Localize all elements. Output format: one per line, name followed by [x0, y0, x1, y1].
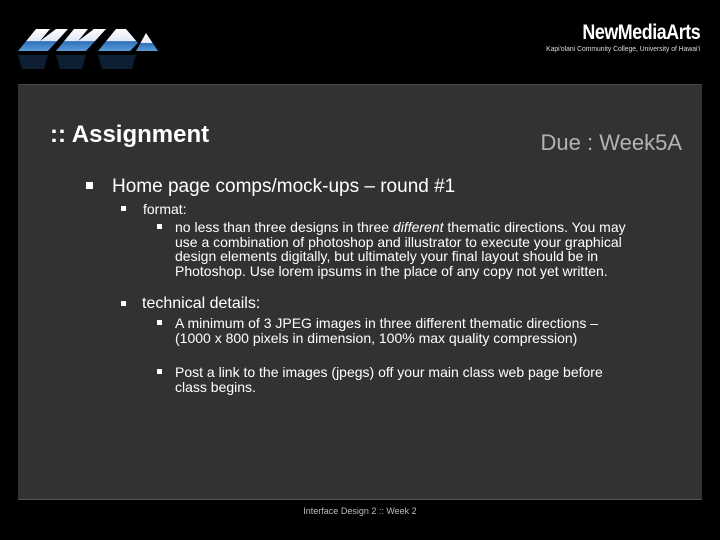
tech-item-bullet — [157, 316, 627, 345]
brand-block — [529, 22, 700, 53]
nma-mountain-logo-icon — [18, 25, 160, 71]
bullet-square-icon — [121, 301, 126, 306]
main-bullet — [86, 176, 455, 198]
format-bullet — [121, 201, 187, 217]
brand-subtitle: Kapi'olani Community College, University of Hawai'i — [545, 44, 700, 53]
slide-footer: Interface Design 2 :: Week 2 — [303, 506, 417, 516]
bullet-square-icon — [86, 182, 93, 189]
format-detail-text: no less than three designs in three different thematic directions. You may use a combination of photoshop and illustrator to execute your graphical design elements digitally, but ultimately your final layout should be in Photoshop. Use lorem ipsums in the place of any copy not yet written. — [175, 219, 626, 279]
bullet-square-icon — [157, 224, 162, 229]
bullet-square-icon — [121, 206, 126, 211]
tech-item-text: A minimum of 3 JPEG images in three different thematic directions – (1000 x 800 pixels in dimension, 100% max quality compression) — [175, 315, 599, 346]
technical-details-bullet — [121, 295, 260, 313]
due-label: Due : Week5A — [540, 130, 682, 155]
slide-title: :: Assignment — [50, 121, 210, 148]
tech-item-text: Post a link to the images (jpegs) off your main class web page before class begins. — [175, 364, 603, 395]
brand-name: NewMediaArts — [582, 21, 700, 44]
bullet-square-icon — [157, 369, 162, 374]
format-detail-bullet — [157, 220, 627, 278]
bullet-square-icon — [157, 320, 162, 325]
format-label: format: — [143, 201, 187, 217]
tech-item-bullet — [157, 365, 627, 394]
technical-details-label: technical details: — [142, 295, 261, 312]
main-bullet-text: Home page comps/mock-ups – round #1 — [112, 176, 456, 197]
